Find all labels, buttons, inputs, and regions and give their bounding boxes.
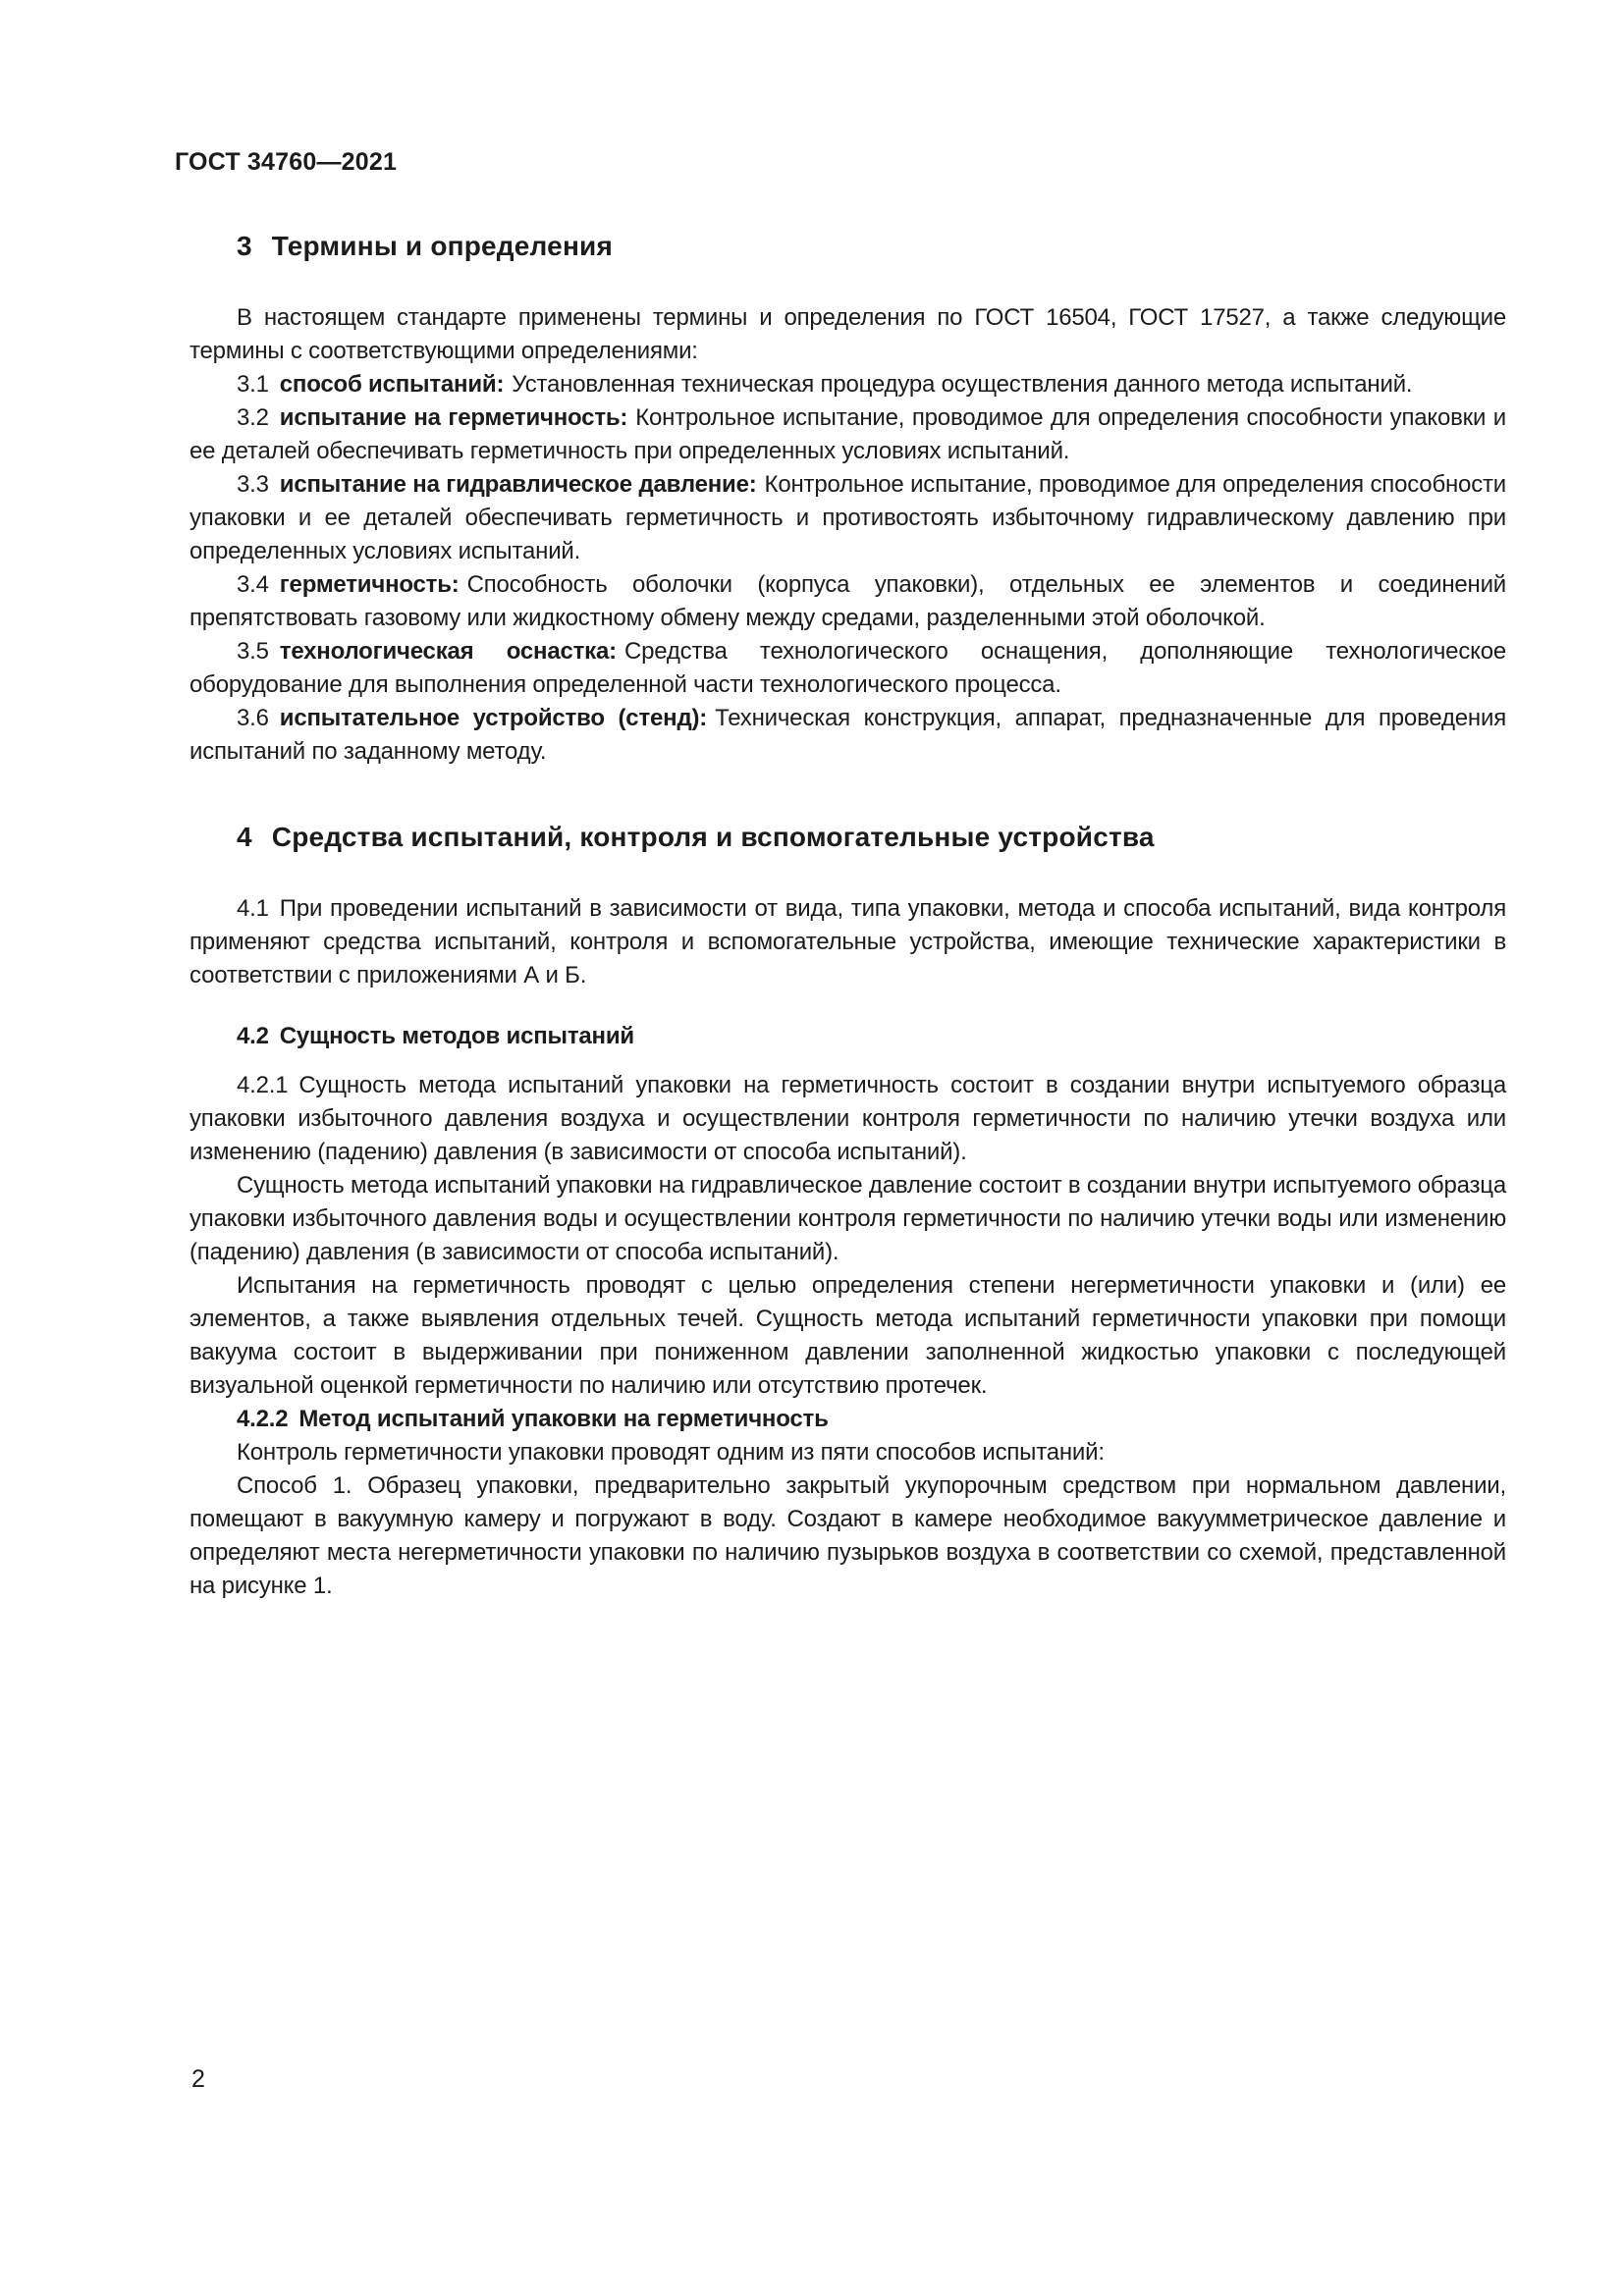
term-name: испытание на герметичность: <box>279 404 628 431</box>
subheading-4-2 <box>189 1020 1506 1053</box>
term-name: технологическая оснастка: <box>279 638 617 665</box>
subheading-text: Сущность методов испытаний <box>279 1023 634 1049</box>
paragraph-4-2-2-b <box>189 1469 1506 1603</box>
term-definition: Контрольное испытание, проводимое для определения способности упаковки и ее деталей обеспечивать герметичность при определенных условиях испытаний. <box>189 404 1506 464</box>
document-content <box>189 0 1506 1603</box>
intro-text: В настоящем стандарте применены термины и определения по ГОСТ 16504, ГОСТ 17527, а также следующие термины с соответствующими определениями: <box>189 304 1506 364</box>
section-3-title: Термины и определения <box>271 231 614 261</box>
section-4-heading <box>189 820 1506 855</box>
paragraph-4-2-1 <box>189 1069 1506 1169</box>
clause-text: При проведении испытаний в зависимости от вида, типа упаковки, метода и способа испытаний, вида контроля применяют средства испытаний, контроля и вспомогательные устройства, имеющие технические характеристики в соответствии с приложениями А и Б. <box>189 895 1506 988</box>
clause-text: Сущность метода испытаний упаковки на гидравлическое давление состоит в создании внутри испытуемого образца упаковки избыточного давления воды и осуществлении контроля герметичности по наличию утечки воды или изменению (падению) давления (в зависимости от способа испытаний). <box>189 1172 1506 1265</box>
clause-number: 4.2.1 <box>237 1072 289 1098</box>
term-paragraph-3-2 <box>189 401 1506 468</box>
term-definition: Установленная техническая процедура осуществления данного метода испытаний. <box>512 371 1413 398</box>
term-number: 3.1 <box>237 371 269 398</box>
term-paragraph-3-6 <box>189 702 1506 769</box>
clause-number: 4.1 <box>237 895 269 922</box>
term-paragraph-3-1 <box>189 368 1506 401</box>
paragraph-4-2-1-b <box>189 1169 1506 1269</box>
term-number: 3.5 <box>237 638 269 665</box>
paragraph-4-1 <box>189 892 1506 992</box>
subheading-text: Метод испытаний упаковки на герметичность <box>298 1406 829 1432</box>
section-3-heading <box>189 229 1506 264</box>
term-definition: Контрольное испытание, проводимое для определения способности упаковки и ее деталей обеспечивать герметичность и противостоять избыточному гидравлическому давлению при определенных условиях испытаний. <box>189 471 1506 564</box>
clause-text: Способ 1. Образец упаковки, предварительно закрытый укупорочным средством при нормальном давлении, помещают в вакуумную камеру и погружают в воду. Создают в камере необходимое вакуумметрическое давление и определяют места негерметичности упаковки по наличию пузырьков воздуха в соответствии со схемой, представленной на рисунке 1. <box>189 1472 1506 1599</box>
clause-number: 4.2 <box>237 1023 269 1049</box>
clause-number: 4.2.2 <box>237 1406 289 1432</box>
clause-text: Сущность метода испытаний упаковки на герметичность состоит в создании внутри испытуемого образца упаковки избыточного давления воздуха и осуществлении контроля герметичности по наличию утечки воздуха или изменению (падению) давления (в зависимости от способа испытаний). <box>189 1072 1506 1165</box>
term-name: испытание на гидравлическое давление: <box>279 471 757 498</box>
page-number: 2 <box>191 2065 205 2093</box>
paragraph-4-2-1-c <box>189 1269 1506 1403</box>
term-number: 3.2 <box>237 404 269 431</box>
term-definition: Техническая конструкция, аппарат, предназначенные для проведения испытаний по заданному методу. <box>189 705 1506 765</box>
running-header: ГОСТ 34760—2021 <box>175 148 398 176</box>
term-number: 3.4 <box>237 571 269 598</box>
section-4-number: 4 <box>237 822 252 852</box>
term-number: 3.3 <box>237 471 269 498</box>
section-3-number: 3 <box>237 231 252 261</box>
term-number: 3.6 <box>237 705 269 731</box>
clause-text: Испытания на герметичность проводят с целью определения степени негерметичности упаковки и (или) ее элементов, а также выявления отдельных течей. Сущность метода испытаний герметичности упаковки при помощи вакуума состоит в выдерживании при пониженном давлении заполненной жидкостью упаковки с последующей визуальной оценкой герметичности по наличию или отсутствию протечек. <box>189 1272 1506 1399</box>
subheading-4-2-2 <box>189 1403 1506 1436</box>
term-name: способ испытаний: <box>279 371 505 398</box>
term-name: герметичность: <box>279 571 460 598</box>
term-paragraph-3-5 <box>189 635 1506 702</box>
paragraph-intro <box>189 301 1506 368</box>
term-definition: Способность оболочки (корпуса упаковки), отдельных ее элементов и соединений препятствовать газовому или жидкостному обмену между средами, разделенными этой оболочкой. <box>189 571 1506 631</box>
term-paragraph-3-4 <box>189 568 1506 635</box>
section-4-title: Средства испытаний, контроля и вспомогательные устройства <box>271 822 1155 852</box>
clause-text: Контроль герметичности упаковки проводят одним из пяти способов испытаний: <box>237 1439 1105 1466</box>
paragraph-4-2-2-a <box>189 1436 1506 1469</box>
term-definition: Средства технологического оснащения, дополняющие технологическое оборудование для выполнения определенной части технологического процесса. <box>189 638 1506 698</box>
term-paragraph-3-3 <box>189 468 1506 568</box>
term-name: испытательное устройство (стенд): <box>279 705 708 731</box>
